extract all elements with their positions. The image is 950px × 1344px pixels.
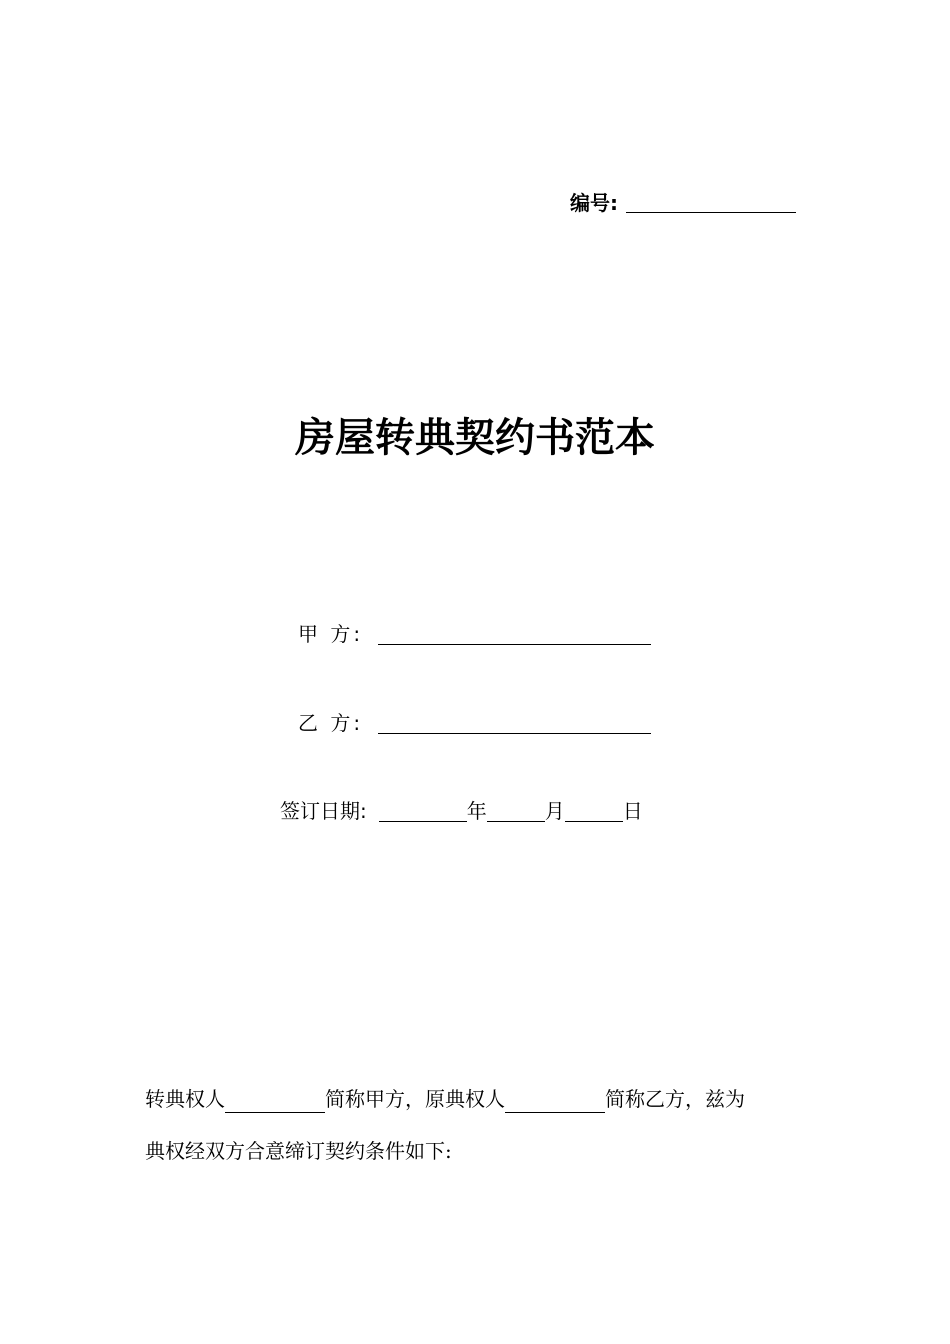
intro-seg-1: 转典权人: [145, 1087, 225, 1111]
serial-number-field: [570, 189, 796, 217]
original-holder-name-blank[interactable]: [505, 1092, 605, 1113]
serial-number-label: 编号:: [570, 191, 618, 215]
month-blank[interactable]: [487, 801, 545, 822]
document-title: 房屋转典契约书范本: [295, 415, 655, 461]
party-a-field: [298, 620, 651, 648]
party-b-blank[interactable]: [378, 713, 651, 734]
day-label: 日: [622, 799, 643, 823]
day-blank[interactable]: [565, 801, 623, 822]
contract-intro-paragraph: [145, 1073, 807, 1177]
serial-number-blank[interactable]: [626, 192, 796, 213]
party-a-blank[interactable]: [378, 624, 651, 645]
signing-date-label: 签订日期:: [280, 799, 367, 823]
year-blank[interactable]: [379, 801, 467, 822]
intro-seg-3: 简称乙方，兹为: [605, 1087, 745, 1111]
signing-date-field: [280, 797, 643, 825]
transferee-name-blank[interactable]: [225, 1092, 325, 1113]
intro-seg-2: 简称甲方，原典权人: [325, 1087, 505, 1111]
intro-line-2: 典权经双方合意缔订契约条件如下:: [145, 1139, 452, 1163]
party-b-label: 乙 方:: [298, 711, 364, 735]
month-label: 月: [544, 799, 565, 823]
party-b-field: [298, 709, 651, 737]
party-a-label: 甲 方:: [298, 622, 364, 646]
year-label: 年: [466, 799, 487, 823]
